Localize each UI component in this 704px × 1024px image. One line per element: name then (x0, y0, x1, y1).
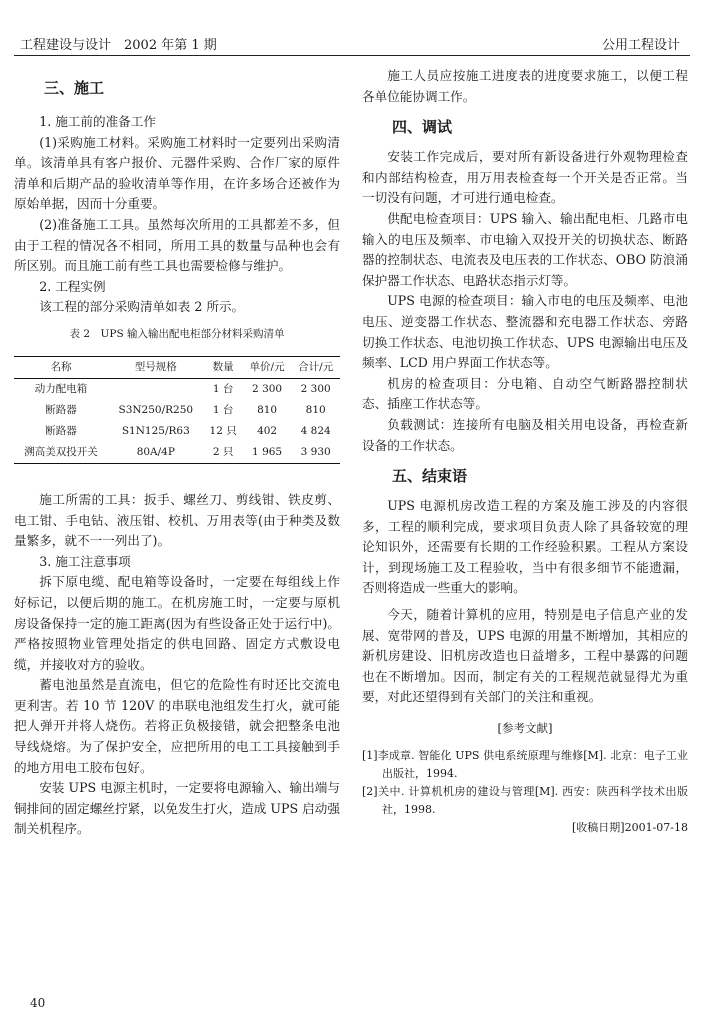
table-row (14, 378, 340, 400)
paragraph: 施工所需的工具：扳手、螺丝刀、剪线钳、铁皮剪、电工钳、手电钻、液压钳、校机、万用表等(由于种类及数量繁多，就不一一列出了)。 (14, 491, 340, 549)
running-header (0, 0, 704, 58)
table-header-row (14, 356, 340, 378)
table-header-cell: 型号规格 (134, 361, 177, 374)
paragraph: 安装工作完成后，要对所有新设备进行外观物理检查和内部结构检查，用万用表检查每一个开关是否正常。当一切没有问题，才可进行通电检查。 (362, 149, 688, 206)
table-caption: 表 2 UPS 输入输出配电柜部分材料采购清单 (69, 327, 285, 340)
paragraph: 机房的检查项目：分电箱、自动空气断路器控制状态、插座工作状态等。 (362, 375, 688, 412)
table-cell: 动力配电箱 (34, 383, 88, 396)
page-number: 40 (30, 996, 46, 1010)
table-cell (108, 378, 203, 400)
subsection-3-3-title: 3. 施工注意事项 (39, 553, 131, 569)
paragraph: (1)采购施工材料。采购施工材料时一定要列出采购清单。该清单具有客户报价、元器件采购、合作厂家的原件清单和后期产品的验收清单等作用，在许多场合还被作为原始单据，因而十分重要。 (14, 134, 340, 212)
section-5-title: 五、结束语 (392, 467, 468, 486)
header-rule (14, 55, 690, 56)
paragraph: 拆下原电缆、配电箱等设备时，一定要在每组线上作好标记，以便后期的施工。在机房施工时，一定要与原机房设备保持一定的施工距离(因为有些设备正处于运行中)。严格按照物业管理处指定的供电回路、固定方式敷设电缆，并接收对方的验收。 (14, 574, 340, 672)
table-cell: 4 824 (300, 425, 331, 438)
paragraph: 负载测试：连接所有电脑及相关用电设备，再检查新设备的工作状态。 (362, 416, 688, 453)
table-cell: 2 300 (300, 383, 331, 396)
journal-info: 工程建设与设计 2002 年第 1 期 (20, 38, 217, 53)
table-cell: S1N125/R63 (121, 425, 190, 438)
table-cell: 1 965 (252, 446, 283, 459)
table-cell: 溯高美双投开关 (24, 446, 98, 459)
right-column (362, 66, 688, 837)
table-header-cell: 名称 (50, 361, 72, 374)
table-cell: S3N250/R250 (118, 404, 194, 417)
paragraph: UPS 电源的检查项目：输入市电的电压及频率、电池电压、逆变器工作状态、整流器和充电器工作状态、旁路切换工作状态、电池切换工作状态、UPS 电源输出电压及频率、LCD 用户界面工作状态等。 (362, 293, 688, 371)
section-name: 公用工程设计 (601, 38, 680, 53)
table-cell: 2 300 (252, 383, 283, 396)
table-header-cell: 数量 (212, 361, 234, 374)
paragraph: UPS 电源机房改造工程的方案及施工涉及的内容很多，工程的顺利完成，要求项目负责人除了具备较宽的理论知识外，还需要有长期的工作经验积累。工程从方案设计，到现场施工及工程验收，当中有很多细节不能遗漏，否则将造成一些重大的影响。 (362, 498, 688, 596)
table-cell: 3 930 (300, 446, 331, 459)
paragraph: 蓄电池虽然是直流电，但它的危险性有时还比交流电更利害。若 10 节 120V 的串联电池组发生打火，就可能把人弹开并将人烧伤。若将正负极接错，就会把整条电池导线烧熔。为了保护安全，应把所用的电工工具接触到手的地方用电工胶布包好。 (14, 677, 340, 775)
section-3-title: 三、施工 (44, 79, 105, 97)
references (362, 718, 688, 819)
table-cell: 810 (257, 404, 278, 417)
table-cell: 402 (257, 425, 278, 438)
table-header-cell: 单价/元 (249, 361, 285, 374)
table-cell: 80A/4P (136, 446, 175, 459)
reference-item: [2]关中. 计算机机房的建设与管理[M]. 西安：陕西科学技术出版社，1998. (362, 784, 688, 816)
paragraph: 施工人员应按施工进度表的进度要求施工，以便工程各单位能协调工作。 (362, 68, 688, 104)
paragraph: 今天，随着计算机的应用，特别是电子信息产业的发展、宽带网的普及，UPS 电源的用量不断增加，其相应的新机房建设、旧机房改造也日益增多，工程中暴露的问题也在不断增加。因而，制定有关的工程规范就显得尤为重要，对此还望得到有关部门的关注和重视。 (362, 607, 688, 705)
subsection-3-1-title: 1. 施工前的准备工作 (39, 114, 156, 129)
section-4-title: 四、调试 (392, 118, 453, 137)
references-title: [参考文献] (497, 721, 553, 736)
paragraph: (2)准备施工工具。虽然每次所用的工具都差不多，但由于工程的情况各不相同，所用工具的数量与品种也会有所区别。而且施工前有些工具也需要检修与维护。 (14, 216, 340, 274)
table-cell: 810 (305, 404, 326, 417)
table-row (14, 421, 340, 442)
paragraph: 该工程的部分采购清单如表 2 所示。 (39, 299, 245, 315)
table-header-cell: 合计/元 (298, 361, 334, 374)
table-cell: 断路器 (45, 404, 77, 417)
subsection-3-2-title: 2. 工程实例 (39, 278, 106, 294)
paragraph: 安装 UPS 电源主机时，一定要将电源输入、输出端与铜排间的固定螺丝拧紧，以免发生打火，造成 UPS 启动强制关机程序。 (14, 780, 340, 837)
reference-item: [1]李成章. 智能化 UPS 供电系统原理与维修[M]. 北京：电子工业出版社，1994. (362, 748, 688, 780)
paragraph: 供配电检查项目：UPS 输入、输出配电柜、几路市电输入的电压及频率、市电输入双投开关的切换状态、断路器的控制状态、电流表及电压表的工作状态、OBO 防浪涌保护器工作状态、电路状态指示灯等。 (362, 210, 688, 288)
table-cell: 1 台 (212, 404, 234, 417)
purchase-table (14, 356, 340, 464)
table-row (14, 400, 340, 421)
table-cell: 1 台 (212, 383, 234, 396)
table-cell: 12 只 (209, 425, 237, 438)
table-cell: 2 只 (212, 446, 234, 459)
left-column (14, 66, 340, 840)
table-cell: 断路器 (45, 425, 77, 438)
table-row (14, 442, 340, 464)
received-date: [收稿日期]2001-07-18 (571, 820, 688, 834)
